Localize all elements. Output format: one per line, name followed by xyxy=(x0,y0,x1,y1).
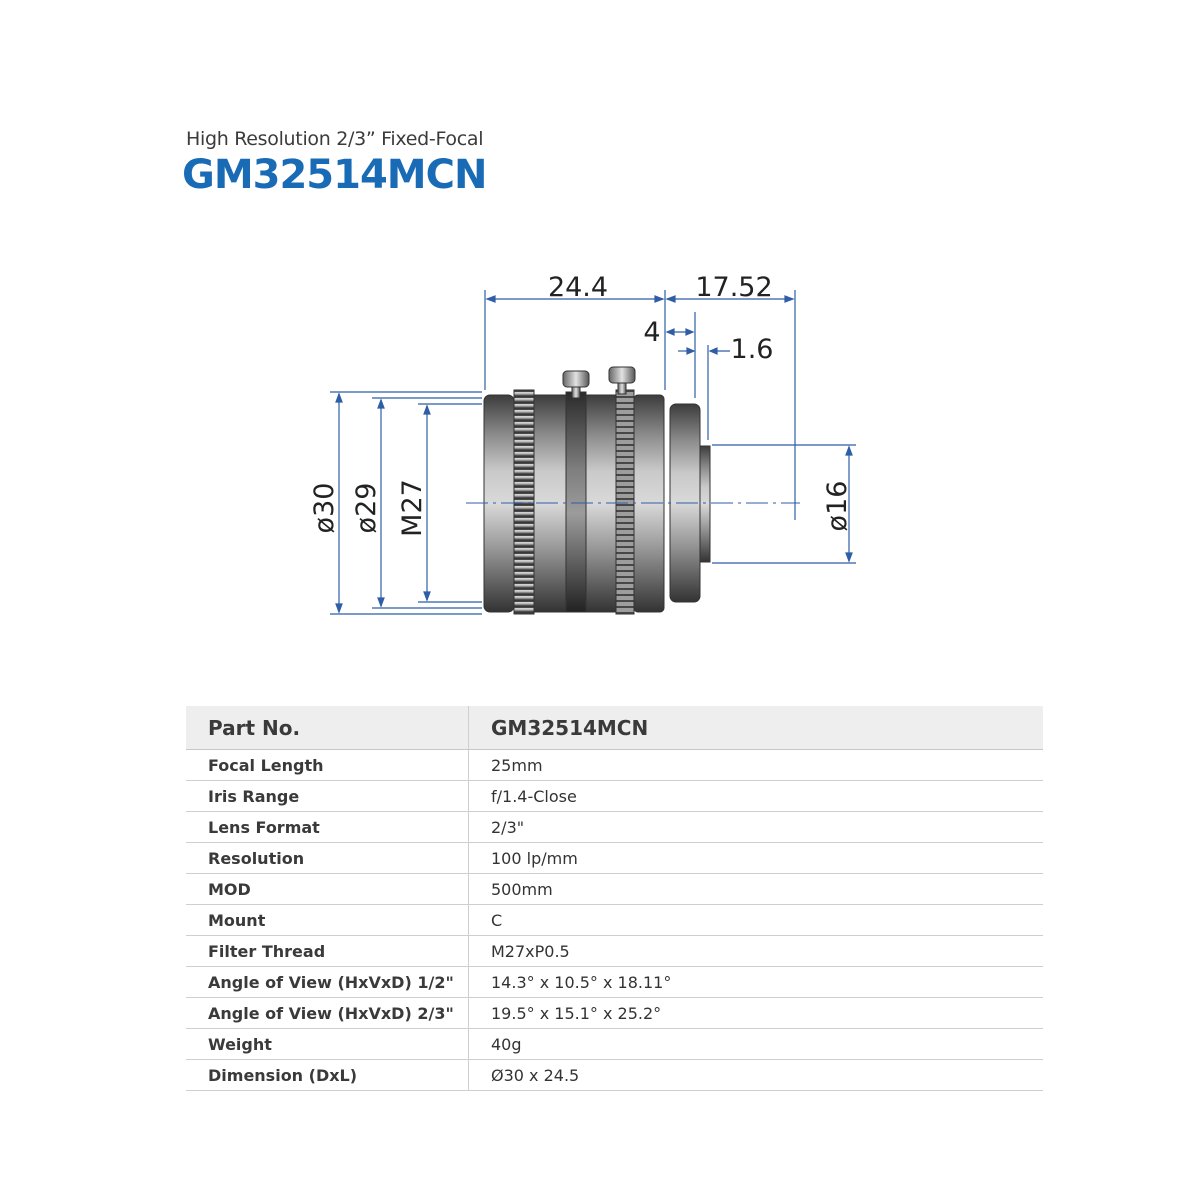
spec-value: 19.5° x 15.1° x 25.2° xyxy=(469,998,1044,1029)
spec-value: 2/3" xyxy=(469,812,1044,843)
table-row xyxy=(186,998,1043,1029)
spec-table-header xyxy=(186,706,1043,750)
spec-header-label: Part No. xyxy=(186,706,469,750)
spec-label: Dimension (DxL) xyxy=(186,1060,469,1091)
spec-value: C xyxy=(469,905,1044,936)
spec-table xyxy=(186,706,1043,1091)
spec-label: MOD xyxy=(186,874,469,905)
table-row xyxy=(186,936,1043,967)
spec-label: Angle of View (HxVxD) 2/3" xyxy=(186,998,469,1029)
spec-value: 14.3° x 10.5° x 18.11° xyxy=(469,967,1044,998)
spec-label: Focal Length xyxy=(186,750,469,781)
dim-length-front: 24.4 xyxy=(547,272,609,303)
spec-label: Angle of View (HxVxD) 1/2" xyxy=(186,967,469,998)
spec-label: Lens Format xyxy=(186,812,469,843)
dim-filter-thread: M27 xyxy=(397,479,428,537)
table-row xyxy=(186,1029,1043,1060)
spec-label: Mount xyxy=(186,905,469,936)
spec-value: 25mm xyxy=(469,750,1044,781)
dim-length-back: 17.52 xyxy=(695,272,773,303)
table-row xyxy=(186,905,1043,936)
product-subtitle: High Resolution 2/3” Fixed-Focal xyxy=(186,128,484,150)
lens-body xyxy=(466,367,800,614)
spec-value: f/1.4-Close xyxy=(469,781,1044,812)
table-row xyxy=(186,812,1043,843)
spec-label: Iris Range xyxy=(186,781,469,812)
table-row xyxy=(186,781,1043,812)
spec-header-value: GM32514MCN xyxy=(469,706,1044,750)
product-title: GM32514MCN xyxy=(182,152,487,198)
table-row xyxy=(186,1060,1043,1091)
table-row xyxy=(186,967,1043,998)
spec-value: Ø30 x 24.5 xyxy=(469,1060,1044,1091)
table-row xyxy=(186,874,1043,905)
dim-diameter-outer: ø30 xyxy=(309,482,340,534)
table-row xyxy=(186,750,1043,781)
spec-value: 100 lp/mm xyxy=(469,843,1044,874)
spec-label: Filter Thread xyxy=(186,936,469,967)
dim-flange: 4 xyxy=(643,317,661,348)
spec-label: Weight xyxy=(186,1029,469,1060)
spec-value: 500mm xyxy=(469,874,1044,905)
dim-gap: 1.6 xyxy=(730,334,774,365)
dim-diameter-mount: ø16 xyxy=(822,480,853,532)
spec-label: Resolution xyxy=(186,843,469,874)
table-row xyxy=(186,843,1043,874)
dim-diameter-ring: ø29 xyxy=(351,482,382,534)
spec-value: 40g xyxy=(469,1029,1044,1060)
spec-value: M27xP0.5 xyxy=(469,936,1044,967)
